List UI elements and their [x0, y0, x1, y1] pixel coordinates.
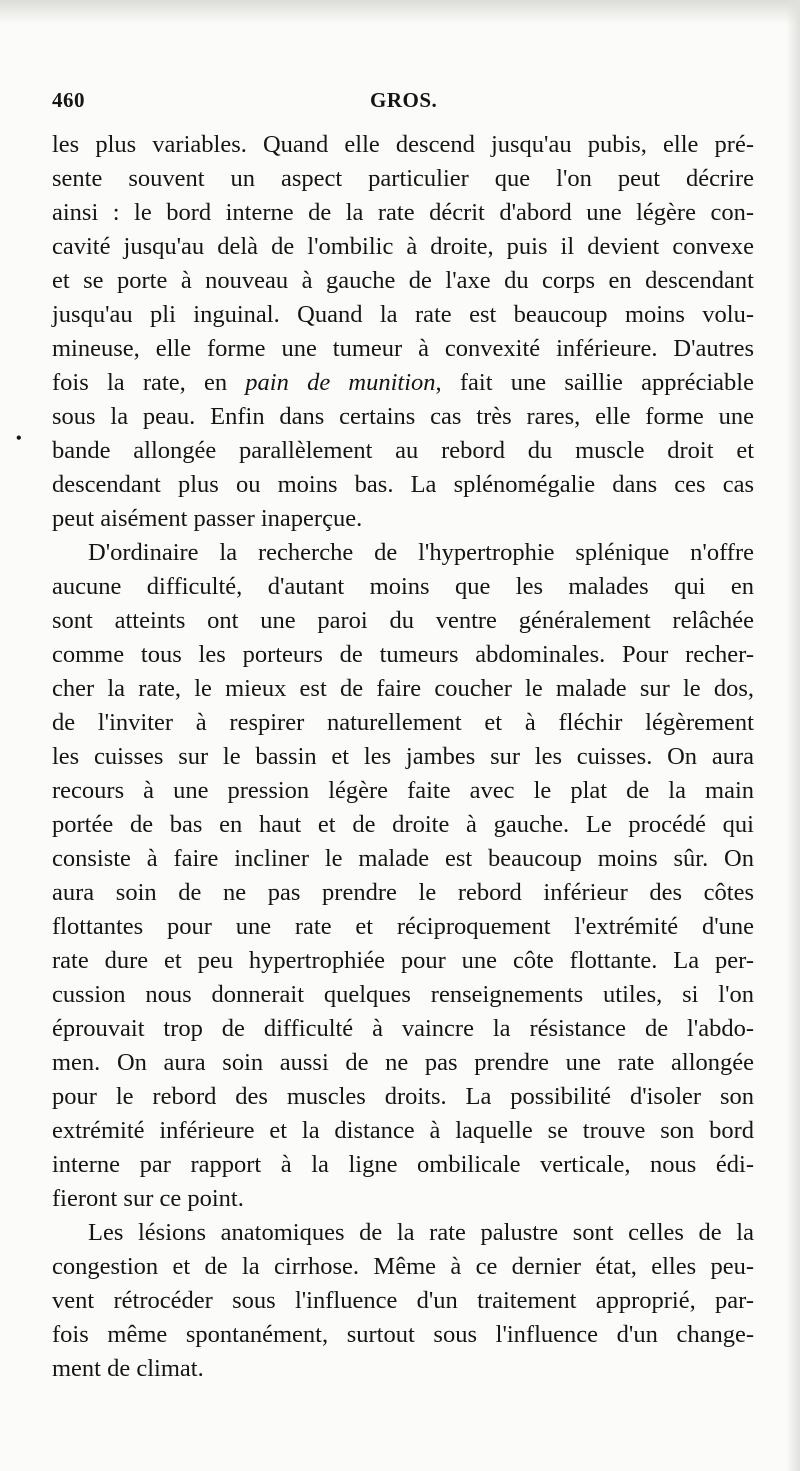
text-line: mineuse, elle forme une tumeur à convexité inférieure. D'autres	[52, 335, 754, 362]
paragraph-3	[52, 1216, 754, 1386]
text-line: cavité jusqu'au delà de l'ombilic à droite, puis il devient convexe	[52, 233, 754, 260]
text-line: ainsi : le bord interne de la rate décrit d'abord une légère con-	[52, 199, 754, 226]
text-line: sont atteints ont une paroi du ventre généralement relâchée	[52, 607, 754, 634]
text-line: fois même spontanément, surtout sous l'influence d'un change-	[52, 1321, 754, 1348]
text-line: recours à une pression légère faite avec le plat de la main	[52, 777, 754, 804]
text-line: jusqu'au pli inguinal. Quand la rate est beaucoup moins volu-	[52, 301, 754, 328]
text-line: cher la rate, le mieux est de faire coucher le malade sur le dos,	[52, 675, 754, 702]
text-line: D'ordinaire la recherche de l'hypertrophie splénique n'offre	[88, 539, 754, 566]
text-line: sous la peau. Enfin dans certains cas très rares, elle forme une	[52, 403, 754, 430]
text-line: vent rétrocéder sous l'influence d'un traitement approprié, par-	[52, 1287, 754, 1314]
text-line: flottantes pour une rate et réciproquement l'extrémité d'une	[52, 913, 754, 940]
paragraph-1	[52, 128, 754, 536]
text-line: éprouvait trop de difficulté à vaincre la résistance de l'abdo-	[52, 1015, 754, 1042]
text-line: ment de climat.	[52, 1355, 204, 1382]
text-line: cussion nous donnerait quelques renseignements utiles, si l'on	[52, 981, 754, 1008]
text-line: portée de bas en haut et de droite à gauche. Le procédé qui	[52, 811, 754, 838]
text-line: fois la rate, en pain de munition, fait une saillie appréciable	[52, 369, 754, 396]
page-header	[52, 88, 752, 122]
running-title: GROS.	[370, 88, 438, 112]
page-top-shadow	[0, 0, 800, 24]
text-line: Les lésions anatomiques de la rate palustre sont celles de la	[88, 1219, 754, 1246]
page-number: 460	[52, 88, 85, 112]
text-line: men. On aura soin aussi de ne pas prendre une rate allongée	[52, 1049, 754, 1076]
text-line: et se porte à nouveau à gauche de l'axe du corps en descendant	[52, 267, 754, 294]
text-line: aucune difficulté, d'autant moins que les malades qui en	[52, 573, 754, 600]
text-line: comme tous les porteurs de tumeurs abdominales. Pour recher-	[52, 641, 754, 668]
text-line: les plus variables. Quand elle descend jusqu'au pubis, elle pré-	[52, 131, 754, 158]
text-line: descendant plus ou moins bas. La splénomégalie dans ces cas	[52, 471, 754, 498]
text-line: bande allongée parallèlement au rebord du muscle droit et	[52, 437, 754, 464]
text-line: de l'inviter à respirer naturellement et à fléchir légèrement	[52, 709, 754, 736]
margin-mark: •	[16, 430, 22, 447]
paragraph-2	[52, 536, 754, 1216]
text-line: congestion et de la cirrhose. Même à ce dernier état, elles peu-	[52, 1253, 754, 1280]
text-line: peut aisément passer inaperçue.	[52, 505, 363, 532]
text-line: les cuisses sur le bassin et les jambes sur les cuisses. On aura	[52, 743, 754, 770]
text-line: extrémité inférieure et la distance à laquelle se trouve son bord	[52, 1117, 754, 1144]
text-line: rate dure et peu hypertrophiée pour une côte flottante. La per-	[52, 947, 754, 974]
page-edge-shadow	[786, 0, 800, 1471]
italic-phrase: pain de munition	[245, 369, 436, 396]
text-line: fieront sur ce point.	[52, 1185, 244, 1212]
body-text	[52, 128, 754, 1386]
text-line: consiste à faire incliner le malade est beaucoup moins sûr. On	[52, 845, 754, 872]
text-line: sente souvent un aspect particulier que l'on peut décrire	[52, 165, 754, 192]
text-line: interne par rapport à la ligne ombilicale verticale, nous édi-	[52, 1151, 754, 1178]
text-line: aura soin de ne pas prendre le rebord inférieur des côtes	[52, 879, 754, 906]
text-line: pour le rebord des muscles droits. La possibilité d'isoler son	[52, 1083, 754, 1110]
